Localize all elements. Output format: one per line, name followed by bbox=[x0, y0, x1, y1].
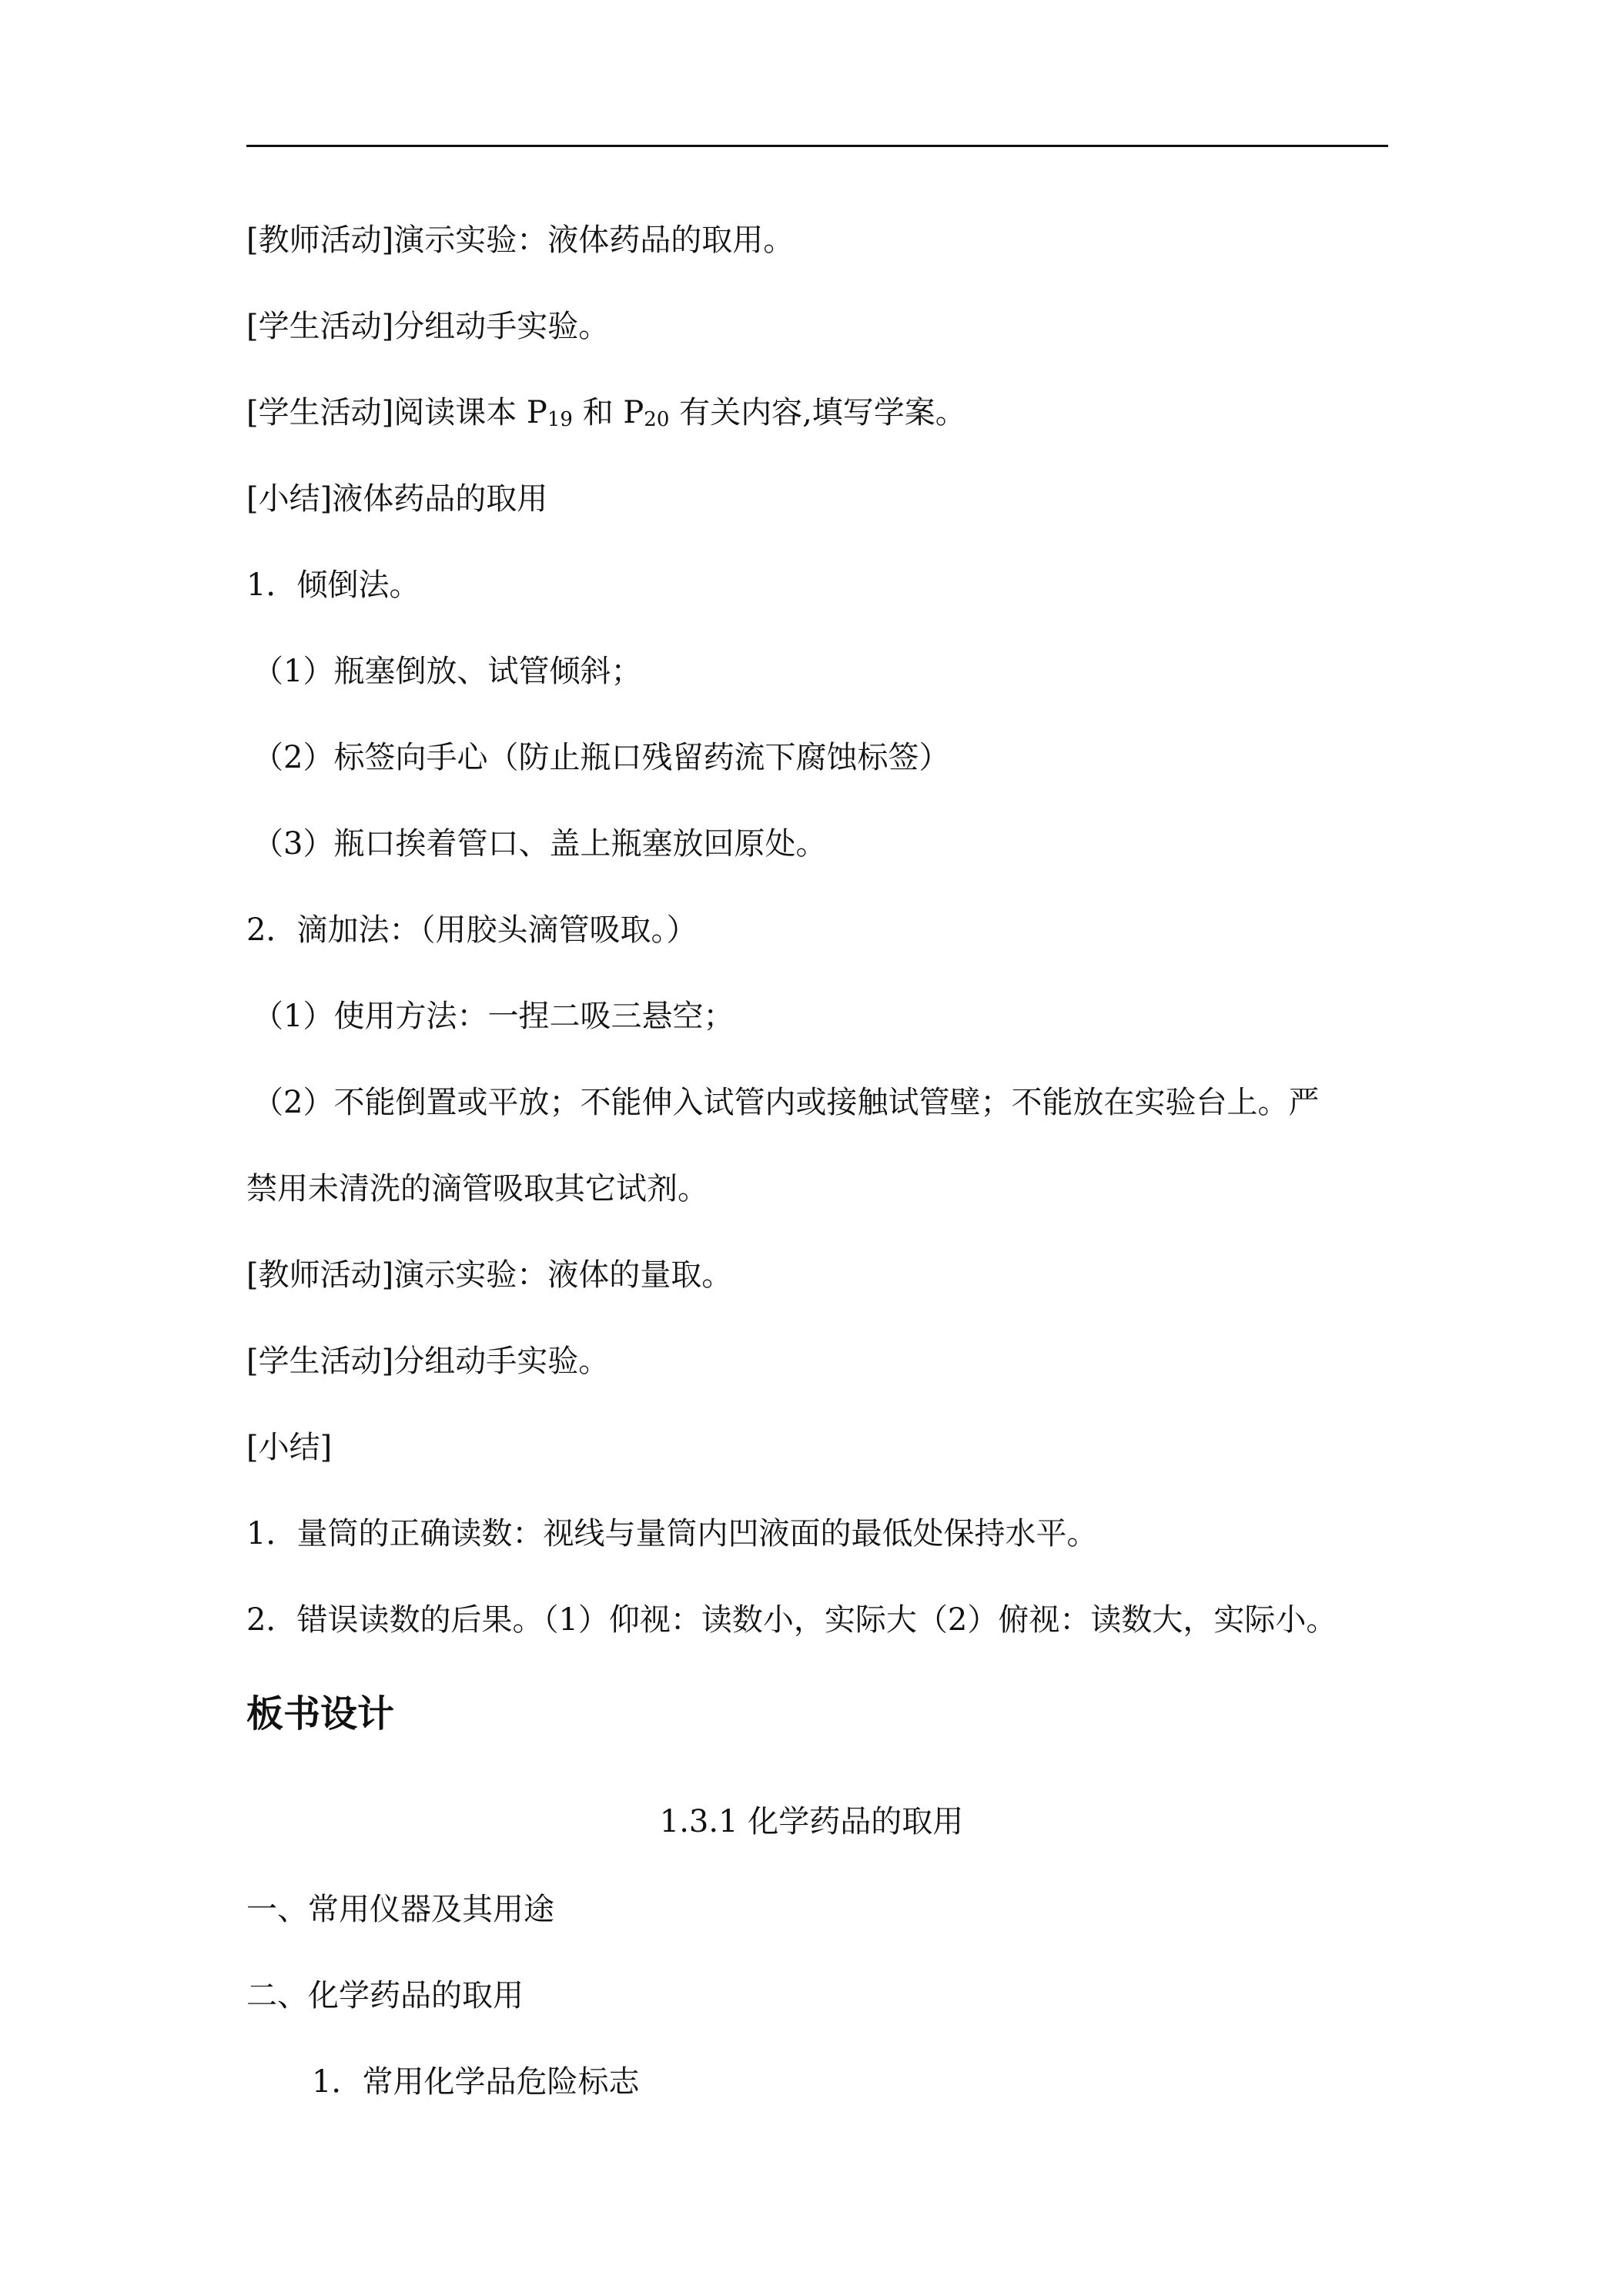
text-line-student-experiment: [学生活动]分组动手实验。 bbox=[246, 309, 610, 344]
reading-text-part-b: 和 P bbox=[572, 395, 644, 430]
reading-text-part-c: 有关内容,填写学案。 bbox=[669, 395, 966, 430]
board-title: 1.3.1 化学药品的取用 bbox=[659, 1804, 964, 1839]
text-line-reading-errors: 2．错误读数的后果。（1）仰视：读数小，实际大（2）俯视：读数大，实际小。 bbox=[246, 1602, 1337, 1638]
board-item-chemical-handling: 二、化学药品的取用 bbox=[246, 1978, 524, 2013]
board-subitem-hazard-signs: 1．常用化学品危险标志 bbox=[312, 2064, 640, 2100]
board-item-instruments: 一、常用仪器及其用途 bbox=[246, 1892, 554, 1927]
header-rule bbox=[246, 145, 1388, 147]
text-line-teacher-demo-liquid: [教师活动]演示实验：液体药品的取用。 bbox=[246, 223, 795, 258]
page-subscript-19: 19 bbox=[547, 408, 573, 431]
text-line-pouring-step-3: （3）瓶口挨着管口、盖上瓶塞放回原处。 bbox=[253, 826, 827, 862]
text-line-dropping-step-1: （1）使用方法：一捏二吸三悬空； bbox=[253, 999, 735, 1034]
text-line-student-reading bbox=[246, 391, 1401, 434]
text-line-dropping-step-2-cont: 禁用未清洗的滴管吸取其它试剂。 bbox=[246, 1171, 708, 1207]
text-line-summary: [小结] bbox=[246, 1430, 333, 1465]
text-line-dropping-method: 2．滴加法：（用胶头滴管吸取。） bbox=[246, 912, 698, 948]
text-line-summary-liquid: [小结]液体药品的取用 bbox=[246, 481, 548, 517]
section-heading-board-design: 板书设计 bbox=[246, 1692, 395, 1735]
text-line-pouring-method: 1．倾倒法。 bbox=[246, 567, 420, 603]
page-subscript-20: 20 bbox=[644, 408, 670, 431]
reading-text-part-a: [学生活动]阅读课本 P bbox=[246, 395, 547, 430]
text-line-dropping-step-2: （2）不能倒置或平放；不能伸入试管内或接触试管壁；不能放在实验台上。严 bbox=[253, 1085, 1320, 1120]
text-line-pouring-step-1: （1）瓶塞倒放、试管倾斜； bbox=[253, 654, 642, 689]
text-line-teacher-demo-measure: [教师活动]演示实验：液体的量取。 bbox=[246, 1257, 733, 1293]
text-line-pouring-step-2: （2）标签向手心（防止瓶口残留药流下腐蚀标签） bbox=[253, 740, 950, 775]
text-line-student-experiment-2: [学生活动]分组动手实验。 bbox=[246, 1344, 610, 1379]
text-line-cylinder-reading: 1．量筒的正确读数：视线与量筒内凹液面的最低处保持水平。 bbox=[246, 1516, 1098, 1551]
